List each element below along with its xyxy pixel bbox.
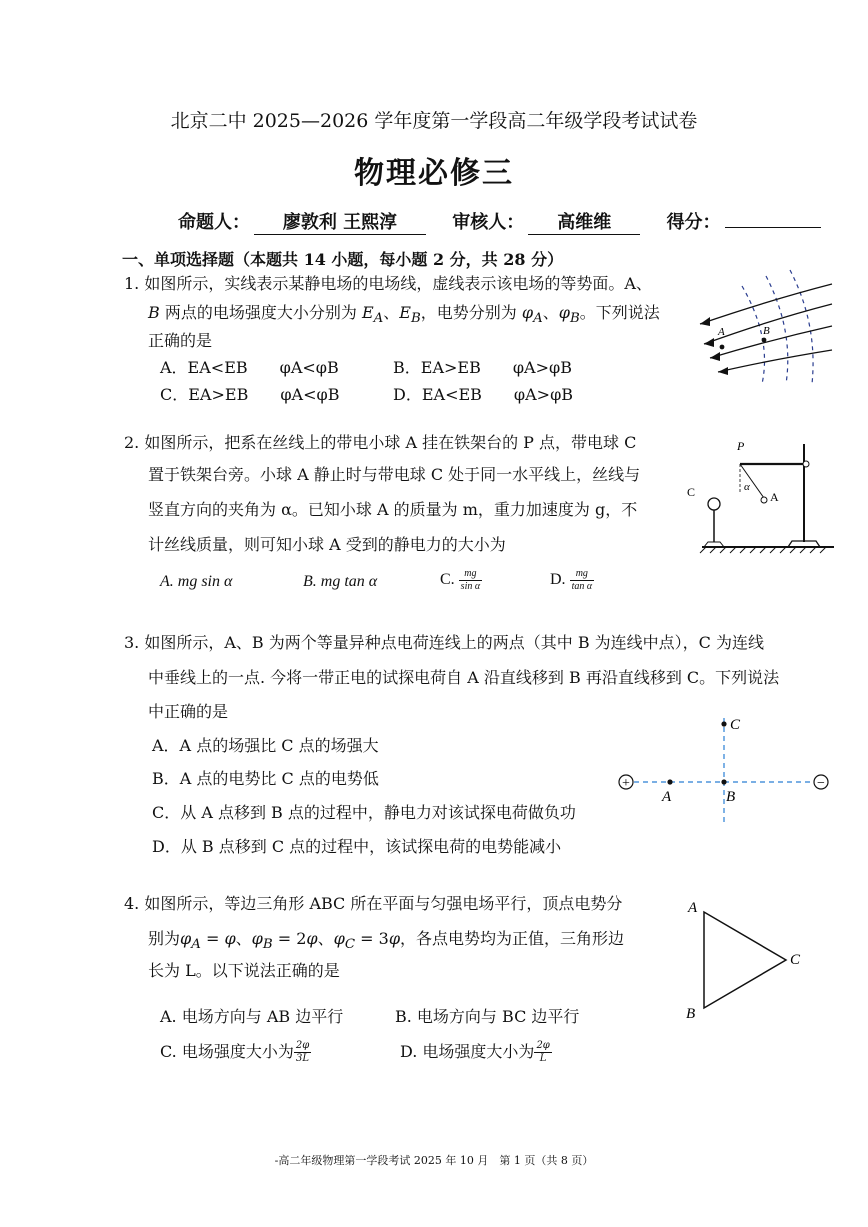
q2-option-d-num: mg [570,568,595,581]
q4-option-b[interactable]: B. 电场方向与 BC 边平行 [395,1007,580,1026]
q2-line4: 计丝线质量，则可知小球 A 受到的静电力的大小为 [148,535,506,554]
q2-option-d-fraction [570,568,595,593]
q4-fig-label-c: C [790,952,801,968]
reviewer-label: 审核人： [452,212,525,233]
q3-option-a[interactable]: A．A 点的场强比 C 点的场强大 [152,736,379,755]
q4-fig-label-a: A [688,900,698,916]
author-line [178,208,821,235]
q2-line3: 竖直方向的夹角为 α。已知小球 A 的质量为 m，重力加速度为 g，不 [148,500,638,519]
q3-fig-plus: + [622,776,630,791]
reviewer-value: 高维维 [528,208,640,235]
author-label: 命题人： [178,212,250,233]
q3-fig-label-b: B [726,789,736,805]
q1-field-figure [690,262,840,387]
q3-option-b[interactable]: B．A 点的电势比 C 点的电势低 [152,769,379,788]
section-heading: 一、单项选择题（本题共 14 小题，每小题 2 分，共 28 分） [122,250,564,269]
exam-title: 北京二中 2025—2026 学年度第一学段高二年级学段考试试卷 [170,110,698,132]
q1-option-a[interactable]: A．EA<EB φA<φB [160,358,339,377]
q2-option-d-prefix: D. [550,571,566,589]
score-label: 得分： [666,212,721,233]
q1-line2: B 两点的电场强度大小分别为 $E_A$、$E_B$，电势分别为 $\varphi_A$、$\varphi_B$。下列说法 [148,303,660,327]
q4-line2: 别为$\varphi_A = \varphi$、$\varphi_B = 2\varphi$、$\varphi_C = 3\varphi$，各点电势均为正值，三角形边 [148,929,625,953]
q4-line1: 4. 如图所示，等边三角形 ABC 所在平面与匀强电场平行，顶点电势分 [124,894,623,913]
q3-fig-label-c: C [730,717,741,733]
q2-fig-label-c: C [687,485,696,499]
q2-fig-label-a: A [770,490,779,504]
q2-option-c[interactable] [440,568,482,593]
q4-option-d-num: 2φ [536,1040,550,1051]
q3-fig-label-a: A [662,789,672,805]
q2-fig-label-alpha: α [744,481,750,493]
subject-title: 物理必修三 [354,156,514,191]
q1-option-c[interactable]: C．EA>EB φA<φB [160,385,340,404]
q4-triangle-figure [680,890,810,1030]
q4-option-c-den: 3L [296,1053,310,1064]
q2-option-a[interactable]: A. mg sin α [160,573,233,590]
q3-line1: 3. 如图所示，A、B 为两个等量异种点电荷连线上的两点（其中 B 为连线中点），C 为连线 [124,633,765,652]
q2-option-d[interactable] [550,568,594,593]
q4-option-d-prefix: D. 电场强度大小为 [400,1042,535,1061]
q2-line1: 2. 如图所示，把系在丝线上的带电小球 A 挂在铁架台的 P 点，带电球 C [124,433,637,452]
q4-option-d[interactable] [400,1040,552,1065]
q4-option-d-fraction [534,1040,551,1065]
q3-charge-figure [612,712,836,824]
q3-line2: 中垂线上的一点. 今将一带正电的试探电荷自 A 沿直线移到 B 再沿直线移到 C。下列说法 [148,668,780,687]
page-footer: -高二年级物理第一学段考试 2025 年 10 月 第 1 页（共 8 页） [274,1154,594,1167]
q4-option-c-num: 2φ [295,1040,310,1051]
q3-fig-minus: − [817,776,825,791]
q2-fig-label-p: P [737,439,745,453]
q2-option-c-prefix: C. [440,571,455,589]
q4-option-c-prefix: C. 电场强度大小为 [160,1042,294,1061]
q3-option-c[interactable]: C．从 A 点移到 B 点的过程中，静电力对该试探电荷做负功 [152,803,576,822]
q2-line2: 置于铁架台旁。小球 A 静止时与带电球 C 处于同一水平线上，丝线与 [148,465,641,484]
q4-fig-label-b: B [686,1006,696,1022]
author-value: 廖敦利 王熙淳 [254,208,426,235]
q2-stand-figure [684,430,834,555]
q4-option-c[interactable] [160,1040,311,1065]
q1-option-b[interactable]: B．EA>EB φA>φB [393,358,572,377]
q4-line3: 长为 L。以下说法正确的是 [148,961,340,980]
q1-line1: 1. 如图所示，实线表示某静电场的电场线，虚线表示该电场的等势面。A、 [124,274,652,293]
q1-option-d[interactable]: D．EA<EB φA>φB [393,385,574,404]
q1-line3: 正确的是 [148,331,213,350]
q1-fig-label-b: B [763,325,770,337]
q4-option-a[interactable]: A. 电场方向与 AB 边平行 [160,1007,344,1026]
q2-option-c-den: sin α [460,581,481,592]
q3-option-d[interactable]: D．从 B 点移到 C 点的过程中，该试探电荷的电势能减小 [152,837,562,856]
q3-line3: 中正确的是 [148,702,229,721]
q2-option-c-num: mg [459,568,482,581]
q4-option-d-den: L [539,1053,547,1064]
q4-option-c-fraction [294,1040,311,1065]
q2-option-c-fraction [459,568,482,593]
q2-option-d-den: tan α [571,581,593,592]
q1-fig-label-a: A [718,326,725,338]
score-blank[interactable] [725,227,821,228]
q2-option-b[interactable]: B. mg tan α [303,573,378,590]
